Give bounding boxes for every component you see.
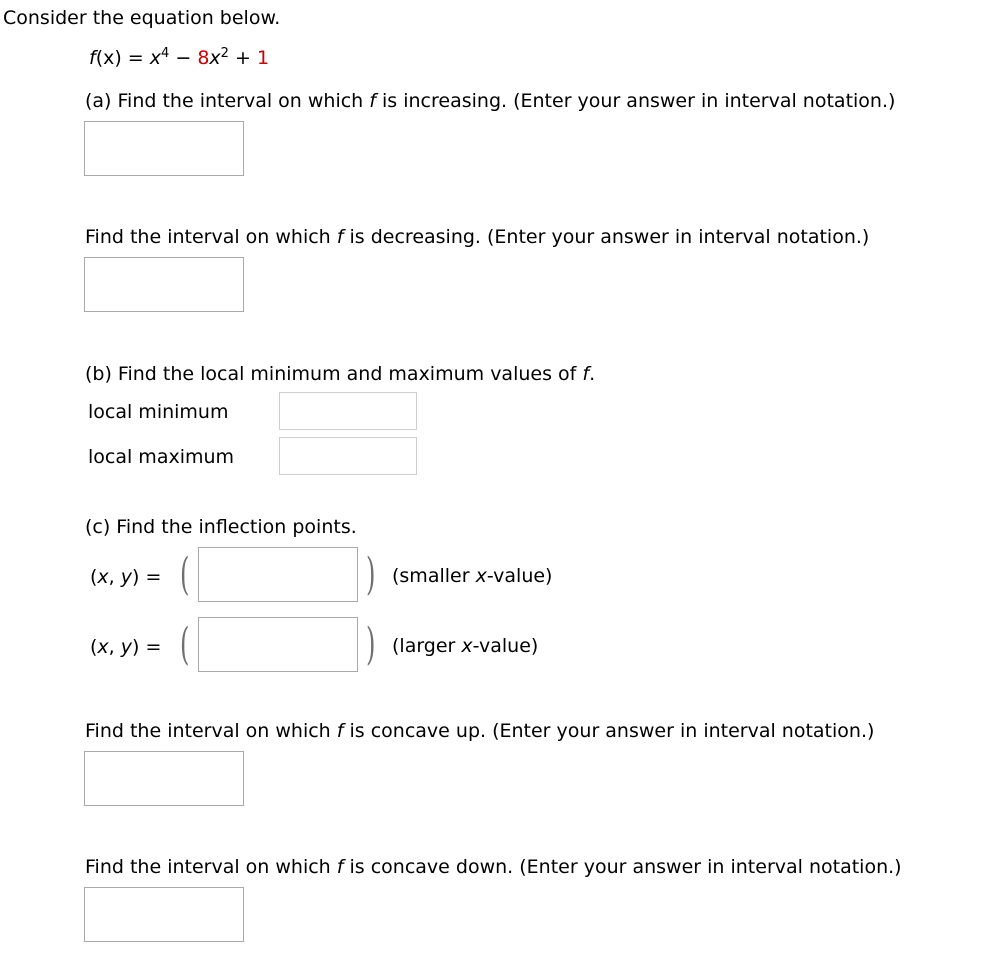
xy-open-paren: ( <box>90 636 98 658</box>
xy-close-eq: ) = <box>132 566 162 588</box>
inflection-smaller-label <box>90 565 161 589</box>
decreasing-prompt-post: is decreasing. (Enter your answer in interval notation.) <box>343 226 870 248</box>
smaller-note-pre: (smaller <box>392 565 476 587</box>
xy-y: y <box>120 636 133 658</box>
concave-up-prompt-post: is concave up. (Enter your answer in interval notation.) <box>343 720 875 742</box>
increasing-interval-input[interactable] <box>84 121 244 176</box>
xy-x: x <box>97 566 109 588</box>
equation-exp2: 2 <box>220 46 229 61</box>
equation-x-open: (x) = <box>95 47 150 69</box>
inflection-smaller-input[interactable] <box>198 547 358 602</box>
inflection-prompt: (c) Find the inflection points. <box>85 516 357 538</box>
equation-exp1: 4 <box>161 46 170 61</box>
equation-x2: x <box>209 47 221 69</box>
concave-up-interval-input[interactable] <box>84 751 244 806</box>
concave-up-prompt <box>85 719 874 743</box>
local-minimum-label: local minimum <box>88 401 229 423</box>
concave-down-prompt <box>85 855 902 879</box>
concave-down-prompt-pre: Find the interval on which <box>85 856 337 878</box>
concave-down-prompt-post: is concave down. (Enter your answer in interval notation.) <box>343 856 902 878</box>
concave-up-prompt-pre: Find the interval on which <box>85 720 337 742</box>
equation <box>89 46 269 70</box>
larger-note-x: x <box>461 635 473 657</box>
local-maximum-input[interactable] <box>279 437 417 475</box>
xy-comma: , <box>108 566 121 588</box>
concave-down-prompt-f: f <box>336 856 344 878</box>
xy-close-eq: ) = <box>132 636 162 658</box>
xy-y: y <box>120 566 133 588</box>
larger-x-value-note <box>392 634 538 658</box>
equation-const: 1 <box>256 47 270 69</box>
decreasing-interval-input[interactable] <box>84 257 244 312</box>
equation-f: f <box>89 47 96 69</box>
decreasing-prompt <box>85 225 869 249</box>
equation-plus: + <box>228 47 257 69</box>
smaller-note-x: x <box>475 565 487 587</box>
local-extrema-prompt-pre: (b) Find the local minimum and maximum values of <box>85 363 583 385</box>
concave-down-interval-input[interactable] <box>84 887 244 942</box>
local-extrema-prompt <box>85 362 595 386</box>
big-close-paren: ) <box>366 549 376 600</box>
big-open-paren: ( <box>180 619 190 670</box>
xy-open-paren: ( <box>90 566 98 588</box>
increasing-prompt-pre: (a) Find the interval on which <box>85 90 370 112</box>
equation-minus: − <box>169 47 198 69</box>
increasing-prompt-f: f <box>369 90 376 112</box>
larger-note-pre: (larger <box>392 635 462 657</box>
xy-x: x <box>97 636 109 658</box>
big-close-paren: ) <box>366 619 376 670</box>
smaller-note-post: -value) <box>486 565 553 587</box>
increasing-prompt <box>85 89 895 113</box>
big-open-paren: ( <box>180 549 190 600</box>
equation-coef: 8 <box>197 47 210 69</box>
xy-comma: , <box>108 636 121 658</box>
decreasing-prompt-f: f <box>336 226 344 248</box>
inflection-larger-input[interactable] <box>198 617 358 672</box>
concave-up-prompt-f: f <box>336 720 344 742</box>
local-maximum-label: local maximum <box>88 446 235 468</box>
local-extrema-prompt-f: f <box>582 363 590 385</box>
local-extrema-prompt-post: . <box>589 363 596 385</box>
equation-x1: x <box>149 47 162 69</box>
smaller-x-value-note <box>392 564 552 588</box>
decreasing-prompt-pre: Find the interval on which <box>85 226 337 248</box>
intro-text: Consider the equation below. <box>3 7 281 29</box>
local-minimum-input[interactable] <box>279 392 417 430</box>
larger-note-post: -value) <box>472 635 539 657</box>
inflection-larger-label <box>90 635 161 659</box>
increasing-prompt-post: is increasing. (Enter your answer in interval notation.) <box>375 90 896 112</box>
